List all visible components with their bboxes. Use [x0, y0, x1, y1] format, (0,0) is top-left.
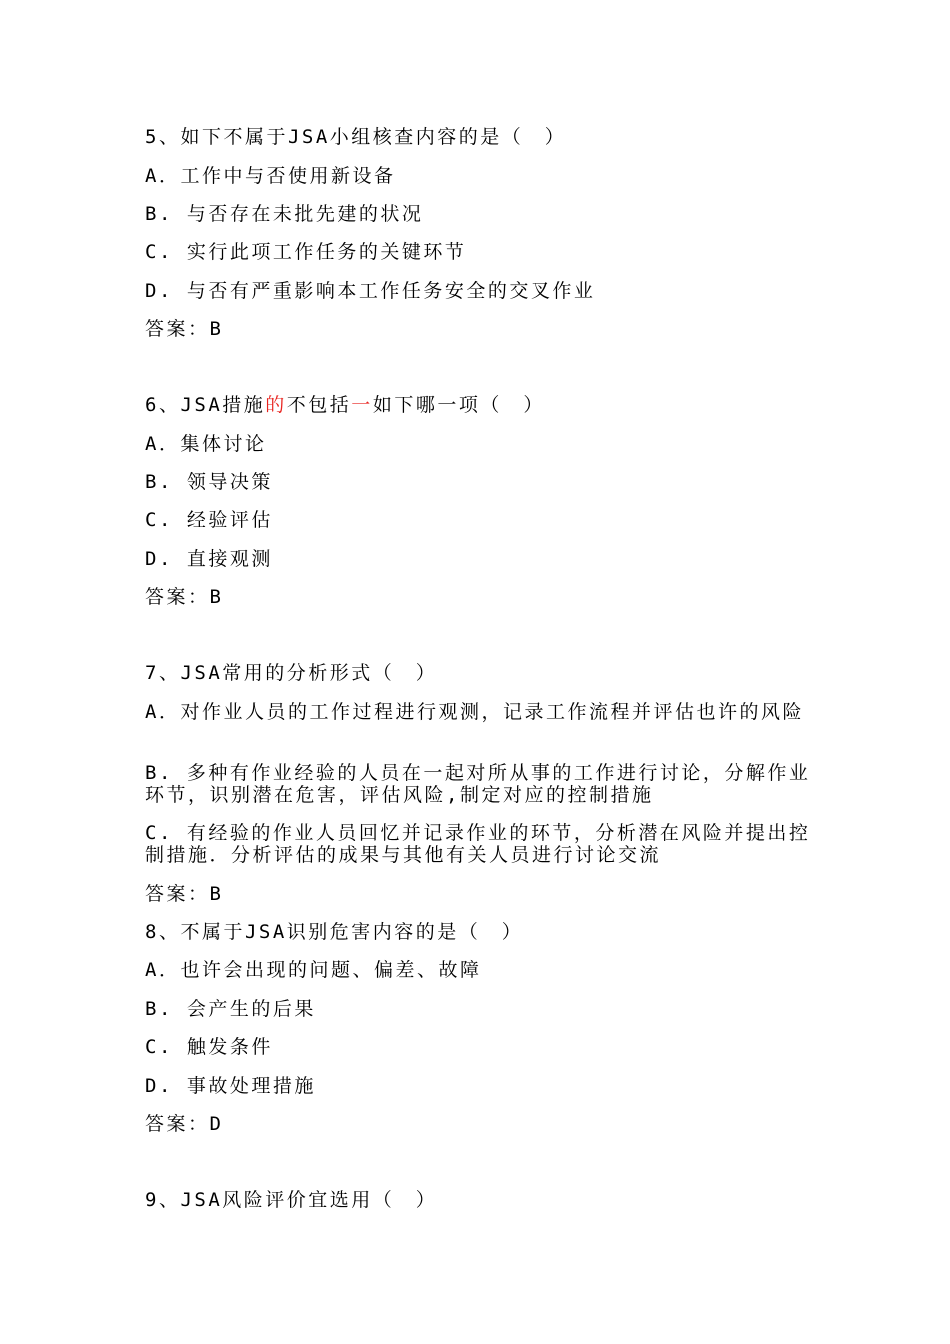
question-6-stem: [145, 394, 815, 416]
question-7-option-b: B. 多种有作业经验的人员在一起对所从事的工作进行讨论，分解作业环节，识别潜在危害，评估风险,制定对应的控制措施: [145, 762, 811, 806]
question-7-answer: 答案：B: [145, 883, 224, 905]
question-6-option-d: D. 直接观测: [145, 548, 273, 570]
question-5-option-d: D. 与否有严重影响本工作任务安全的交叉作业: [145, 280, 596, 302]
question-5-stem: 5、如下不属于JSA小组核查内容的是（ ）: [145, 126, 567, 148]
highlighted-text: 的: [265, 394, 287, 416]
stem-part: 如下哪一项（ ）: [372, 394, 545, 416]
question-8-option-a: A．也许会出现的问题、偏差、故障: [145, 959, 482, 981]
question-7-option-a: A．对作业人员的工作过程进行观测，记录工作流程并评估也许的风险: [145, 701, 804, 723]
question-8-option-c: C. 触发条件: [145, 1036, 273, 1058]
question-7-option-c: C. 有经验的作业人员回忆并记录作业的环节，分析潜在风险并提出控制措施．分析评估的成果与其他有关人员进行讨论交流: [145, 822, 811, 866]
question-5-option-c: C. 实行此项工作任务的关键环节: [145, 241, 467, 263]
question-8-option-b: B. 会产生的后果: [145, 998, 316, 1020]
question-8-answer: 答案：D: [145, 1113, 224, 1135]
stem-part: 6、JSA措施: [145, 394, 266, 416]
question-6-option-b: B. 领导决策: [145, 471, 273, 493]
question-5-option-b: B. 与否存在未批先建的状况: [145, 203, 424, 225]
question-6-option-c: C. 经验评估: [145, 509, 273, 531]
question-6-option-a: A．集体讨论: [145, 433, 267, 455]
question-5-answer: 答案：B: [145, 318, 224, 340]
question-9-stem: 9、JSA风险评价宜选用（ ）: [145, 1189, 438, 1211]
question-7-stem: 7、JSA常用的分析形式（ ）: [145, 662, 438, 684]
stem-part: 不包括: [286, 394, 352, 416]
question-6-answer: 答案：B: [145, 586, 224, 608]
highlighted-text: 一: [351, 394, 373, 416]
question-5-option-a: A．工作中与否使用新设备: [145, 165, 396, 187]
question-8-stem: 8、不属于JSA识别危害内容的是（ ）: [145, 921, 524, 943]
question-8-option-d: D. 事故处理措施: [145, 1075, 316, 1097]
